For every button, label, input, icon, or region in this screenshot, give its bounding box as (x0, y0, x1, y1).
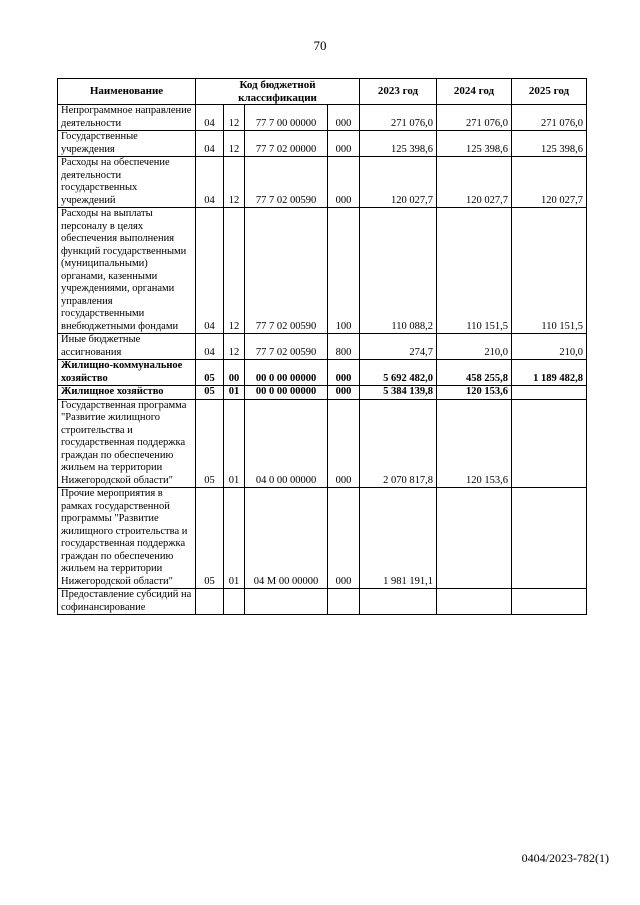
header-name: Наименование (58, 79, 196, 105)
row-name: Прочие мероприятия в рамках государственной программы "Развитие жилищного строительства и государственная поддержка граждан по обеспечению жильем на территории Нижегородской области" (58, 488, 196, 589)
code-subsection: 12 (224, 208, 245, 334)
code-section: 04 (196, 208, 224, 334)
table-row (58, 208, 587, 334)
code-section: 05 (196, 488, 224, 589)
code-section: 05 (196, 360, 224, 386)
value-2024 (437, 488, 512, 589)
row-name: Жилищное хозяйство (58, 386, 196, 400)
code-subsection: 00 (224, 360, 245, 386)
code-target: 00 0 00 00000 (245, 360, 328, 386)
code-subsection: 12 (224, 105, 245, 131)
code-subsection: 12 (224, 131, 245, 157)
table-row (58, 334, 587, 360)
row-name: Государственные учреждения (58, 131, 196, 157)
code-section: 04 (196, 334, 224, 360)
code-subsection: 12 (224, 157, 245, 208)
row-name: Предоставление субсидий на софинансирование (58, 589, 196, 615)
code-subsection: 12 (224, 334, 245, 360)
table-header-row (58, 79, 587, 105)
value-2025 (512, 589, 587, 615)
code-section: 04 (196, 157, 224, 208)
code-expense-type: 000 (328, 399, 360, 488)
code-expense-type: 000 (328, 105, 360, 131)
header-2024: 2024 год (437, 79, 512, 105)
value-2024: 125 398,6 (437, 131, 512, 157)
row-name: Иные бюджетные ассигнования (58, 334, 196, 360)
code-expense-type: 800 (328, 334, 360, 360)
code-target: 77 7 02 00590 (245, 157, 328, 208)
code-target: 77 7 02 00590 (245, 208, 328, 334)
code-section: 05 (196, 399, 224, 488)
budget-table (57, 78, 587, 615)
value-2023: 274,7 (360, 334, 437, 360)
value-2025 (512, 399, 587, 488)
table-row (58, 399, 587, 488)
page-number: 70 (313, 38, 327, 53)
code-target (245, 589, 328, 615)
table-row (58, 105, 587, 131)
code-target: 77 7 00 00000 (245, 105, 328, 131)
code-target: 04 0 00 00000 (245, 399, 328, 488)
value-2023 (360, 589, 437, 615)
table-row (58, 131, 587, 157)
header-code: Код бюджетной классификации (196, 79, 360, 105)
value-2023: 5 692 482,0 (360, 360, 437, 386)
code-section: 04 (196, 105, 224, 131)
row-name: Расходы на выплаты персоналу в целях обеспечения выполнения функций государственными (муниципальными) органами, казенными учреждениями, органами управления государственными внебюджетными фондами (58, 208, 196, 334)
value-2023: 5 384 139,8 (360, 386, 437, 400)
code-section: 05 (196, 386, 224, 400)
code-subsection (224, 589, 245, 615)
value-2025 (512, 386, 587, 400)
value-2025: 125 398,6 (512, 131, 587, 157)
code-section (196, 589, 224, 615)
code-subsection: 01 (224, 488, 245, 589)
value-2024: 210,0 (437, 334, 512, 360)
code-target: 77 7 02 00000 (245, 131, 328, 157)
code-expense-type: 000 (328, 131, 360, 157)
value-2023: 2 070 817,8 (360, 399, 437, 488)
value-2024: 110 151,5 (437, 208, 512, 334)
code-expense-type: 000 (328, 488, 360, 589)
value-2023: 125 398,6 (360, 131, 437, 157)
value-2024: 458 255,8 (437, 360, 512, 386)
value-2023: 271 076,0 (360, 105, 437, 131)
code-target: 00 0 00 00000 (245, 386, 328, 400)
value-2025: 110 151,5 (512, 208, 587, 334)
value-2024: 120 027,7 (437, 157, 512, 208)
value-2023: 120 027,7 (360, 157, 437, 208)
row-name: Расходы на обеспечение деятельности государственных учреждений (58, 157, 196, 208)
value-2024 (437, 589, 512, 615)
value-2024: 120 153,6 (437, 399, 512, 488)
value-2025: 1 189 482,8 (512, 360, 587, 386)
value-2025: 120 027,7 (512, 157, 587, 208)
table-row (58, 360, 587, 386)
table-row (58, 488, 587, 589)
value-2023: 1 981 191,1 (360, 488, 437, 589)
code-expense-type (328, 589, 360, 615)
header-2025: 2025 год (512, 79, 587, 105)
value-2024: 120 153,6 (437, 386, 512, 400)
row-name: Непрограммное направление деятельности (58, 105, 196, 131)
value-2025 (512, 488, 587, 589)
code-subsection: 01 (224, 386, 245, 400)
header-2023: 2023 год (360, 79, 437, 105)
table-row (58, 589, 587, 615)
document-number: 0404/2023-782(1) (521, 851, 609, 865)
row-name: Жилищно-коммунальное хозяйство (58, 360, 196, 386)
value-2025: 210,0 (512, 334, 587, 360)
code-subsection: 01 (224, 399, 245, 488)
row-name: Государственная программа "Развитие жилищного строительства и государственная поддержка граждан по обеспечению жильем на территории Нижегородской области" (58, 399, 196, 488)
code-expense-type: 000 (328, 386, 360, 400)
table-row (58, 386, 587, 400)
code-target: 04 М 00 00000 (245, 488, 328, 589)
code-expense-type: 100 (328, 208, 360, 334)
value-2024: 271 076,0 (437, 105, 512, 131)
code-section: 04 (196, 131, 224, 157)
code-expense-type: 000 (328, 360, 360, 386)
table-row (58, 157, 587, 208)
value-2025: 271 076,0 (512, 105, 587, 131)
code-expense-type: 000 (328, 157, 360, 208)
value-2023: 110 088,2 (360, 208, 437, 334)
code-target: 77 7 02 00590 (245, 334, 328, 360)
